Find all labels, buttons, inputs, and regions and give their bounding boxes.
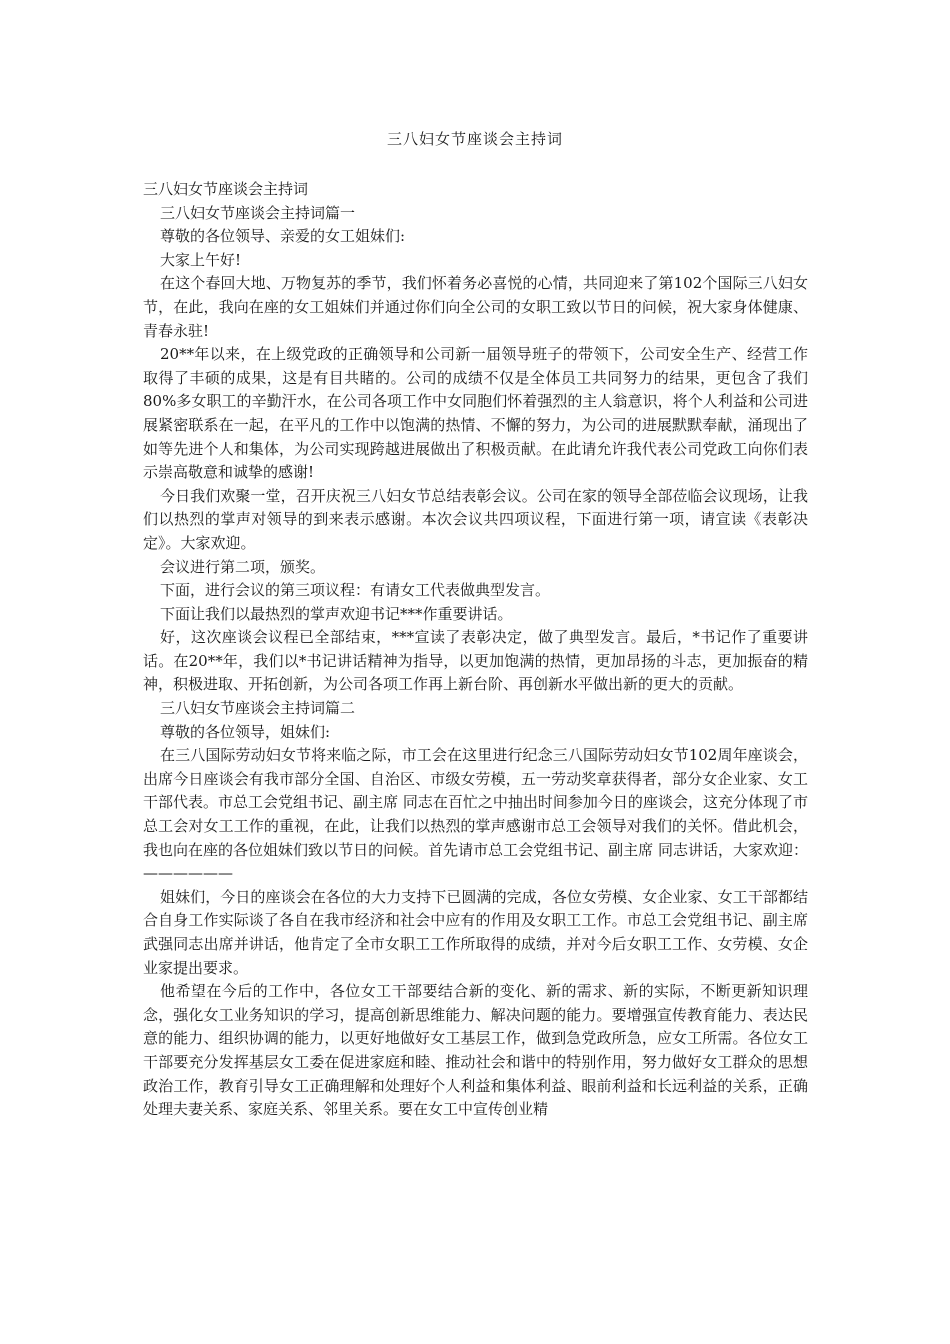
paragraph: 在这个春回大地、万物复苏的季节，我们怀着务必喜悦的心情，共同迎来了第102个国际三八妇女节，在此，我向在座的女工姐妹们并通过你们向全公司的女职工致以节日的问候，祝大家身体健康、青春永驻!: [143, 274, 808, 340]
paragraph: 今日我们欢聚一堂，召开庆祝三八妇女节总结表彰会议。公司在家的领导全部莅临会议现场，让我们以热烈的掌声对领导的到来表示感谢。本次会议共四项议程，下面进行第一项，请宣读《表彰决定》。大家欢迎。: [143, 486, 808, 552]
section-heading: 三八妇女节座谈会主持词: [143, 180, 309, 198]
paragraph: 大家上午好!: [160, 250, 242, 269]
paragraph: 三八妇女节座谈会主持词篇二: [160, 699, 356, 718]
paragraph: 尊敬的各位领导，姐妹们:: [160, 722, 331, 741]
paragraph: 在三八国际劳动妇女节将来临之际，市工会在这里进行纪念三八国际劳动妇女节102周年座谈会，出席今日座谈会有我市部分全国、自治区、市级女劳模，五一劳动奖章获得者，部分女企业家、女工干部代表。市总工会党组书记、副主席 同志在百忙之中抽出时间参加今日的座谈会，这充分体现了市总工会对女工工作的重视，在此，让我们以热烈的掌声感谢市总工会领导对我们的关怀。借此机会，我也向在座的各位姐妹们致以节日的问候。首先请市总工会党组书记、副主席 同志讲话，大家欢迎： ——————: [143, 746, 808, 883]
paragraph: 20**年以来，在上级党政的正确领导和公司新一届领导班子的带领下，公司安全生产、经营工作取得了丰硕的成果，这是有目共睹的。公司的成绩不仅是全体员工共同努力的结果，更包含了我们80%多女职工的辛勤汗水，在公司各项工作中女同胞们怀着强烈的主人翁意识，将个人利益和公司进展紧密联系在一起，在平凡的工作中以饱满的热情、不懈的努力，为公司的进展默默奉献，涌现出了如等先进个人和集体，为公司实现跨越进展做出了积极贡献。在此请允许我代表公司党政工向你们表示崇高敬意和诚挚的感谢!: [143, 345, 808, 482]
paragraph: 三八妇女节座谈会主持词篇一: [160, 203, 356, 222]
paragraph: 好，这次座谈会议程已全部结束，***宣读了表彰决定，做了典型发言。最后，*书记作了重要讲话。在20**年，我们以*书记讲话精神为指导，以更加饱满的热情，更加昂扬的斗志，更加振奋的精神，积极进取、开拓创新，为公司各项工作再上新台阶、再创新水平做出新的更大的贡献。: [143, 628, 808, 694]
paragraph: 尊敬的各位领导、亲爱的女工姐妹们:: [160, 227, 406, 246]
document-title: 三八妇女节座谈会主持词: [386, 130, 563, 148]
document-body: [143, 178, 808, 1122]
paragraph: 会议进行第二项，颁奖。: [160, 557, 326, 576]
paragraph: 他希望在今后的工作中，各位女工干部要结合新的变化、新的需求、新的实际，不断更新知识理念，强化女工业务知识的学习，提高创新思维能力、解决问题的能力。要增强宣传教育能力、表达民意的能力、组织协调的能力，以更好地做好女工基层工作，做到急党政所急，应女工所需。各位女工干部要充分发挥基层女工委在促进家庭和睦、推动社会和谐中的特别作用，努力做好女工群众的思想政治工作，教育引导女工正确理解和处理好个人利益和集体利益、眼前利益和长远利益的关系，正确处理夫妻关系、家庭关系、邻里关系。要在女工中宣传创业精: [143, 982, 808, 1119]
paragraph: 下面让我们以最热烈的掌声欢迎书记***作重要讲话。: [160, 604, 513, 623]
paragraph: 下面，进行会议的第三项议程：有请女工代表做典型发言。: [160, 581, 551, 600]
paragraph: 姐妹们，今日的座谈会在各位的大力支持下已圆满的完成，各位女劳模、女企业家、女工干部都结合自身工作实际谈了各自在我市经济和社会中应有的作用及女职工工作。市总工会党组书记、副主席武强同志出席并讲话，他肯定了全市女职工工作所取得的成绩，并对今后女职工工作、女劳模、女企业家提出要求。: [143, 887, 808, 977]
